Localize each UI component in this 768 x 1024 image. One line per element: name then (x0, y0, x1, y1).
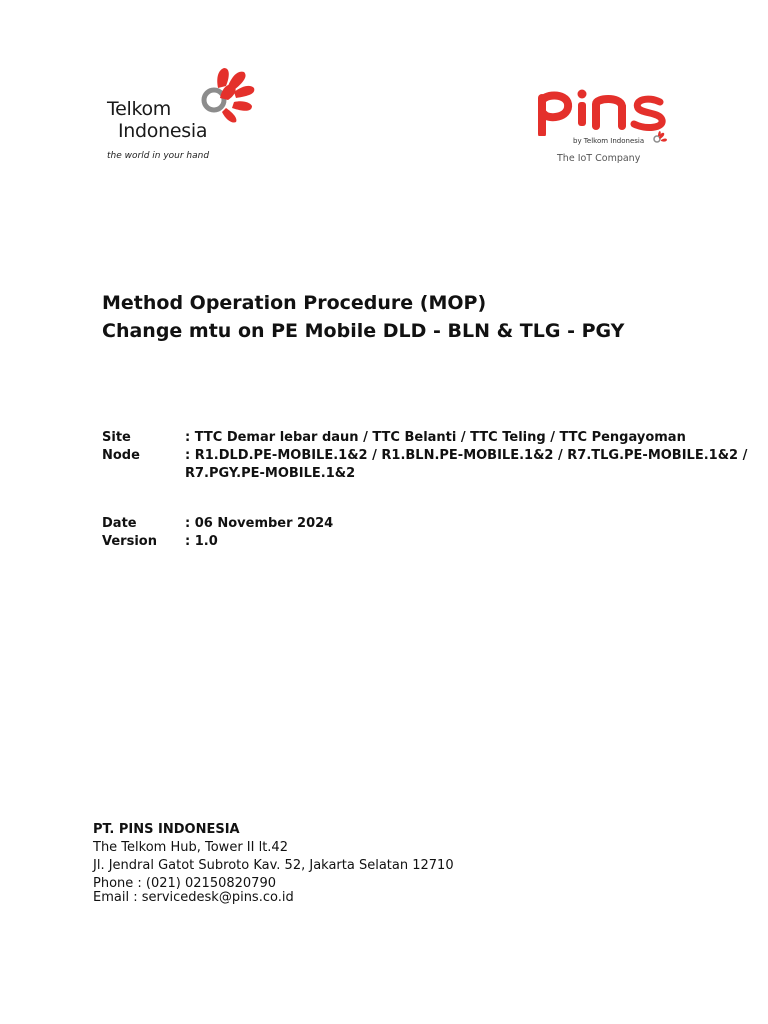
node-value-continuation: R7.PGY.PE-MOBILE.1&2 (185, 466, 356, 481)
date-label: Date (102, 516, 137, 531)
company-info (93, 822, 454, 904)
telkom-mini-hand-icon (652, 130, 668, 144)
pins-logo-subtitle: The IoT Company (557, 153, 641, 164)
site-label: Site (102, 430, 131, 445)
company-email: Email : servicedesk@pins.co.id (93, 890, 294, 905)
node-value: : R1.DLD.PE-MOBILE.1&2 / R1.BLN.PE-MOBILE.1&2 / R7.TLG.PE-MOBILE.1&2 / (185, 448, 748, 463)
node-label: Node (102, 448, 140, 463)
date-value: : 06 November 2024 (185, 516, 334, 531)
company-name: PT. PINS INDONESIA (93, 822, 240, 837)
document-title: Method Operation Procedure (MOP) (102, 292, 487, 314)
version-value: : 1.0 (185, 534, 218, 549)
pins-logo-byline: by Telkom Indonesia (573, 137, 645, 145)
telkom-logo-word2: Indonesia (118, 120, 208, 142)
company-address-line1: The Telkom Hub, Tower II lt.42 (93, 840, 288, 855)
telkom-logo-word1: Telkom (107, 98, 172, 120)
version-label: Version (102, 534, 157, 549)
pins-wordmark-icon (536, 88, 672, 136)
company-address-line2: Jl. Jendral Gatot Subroto Kav. 52, Jakarta Selatan 12710 (93, 858, 454, 873)
pins-logo (536, 88, 676, 168)
company-phone: Phone : (021) 02150820790 (93, 876, 276, 891)
telkom-indonesia-logo (104, 64, 264, 164)
document-subtitle: Change mtu on PE Mobile DLD - BLN & TLG - PGY (102, 320, 625, 342)
site-value: : TTC Demar lebar daun / TTC Belanti / TTC Teling / TTC Pengayoman (185, 430, 686, 445)
telkom-logo-tagline: the world in your hand (107, 151, 210, 161)
telkom-hand-icon (190, 64, 262, 124)
